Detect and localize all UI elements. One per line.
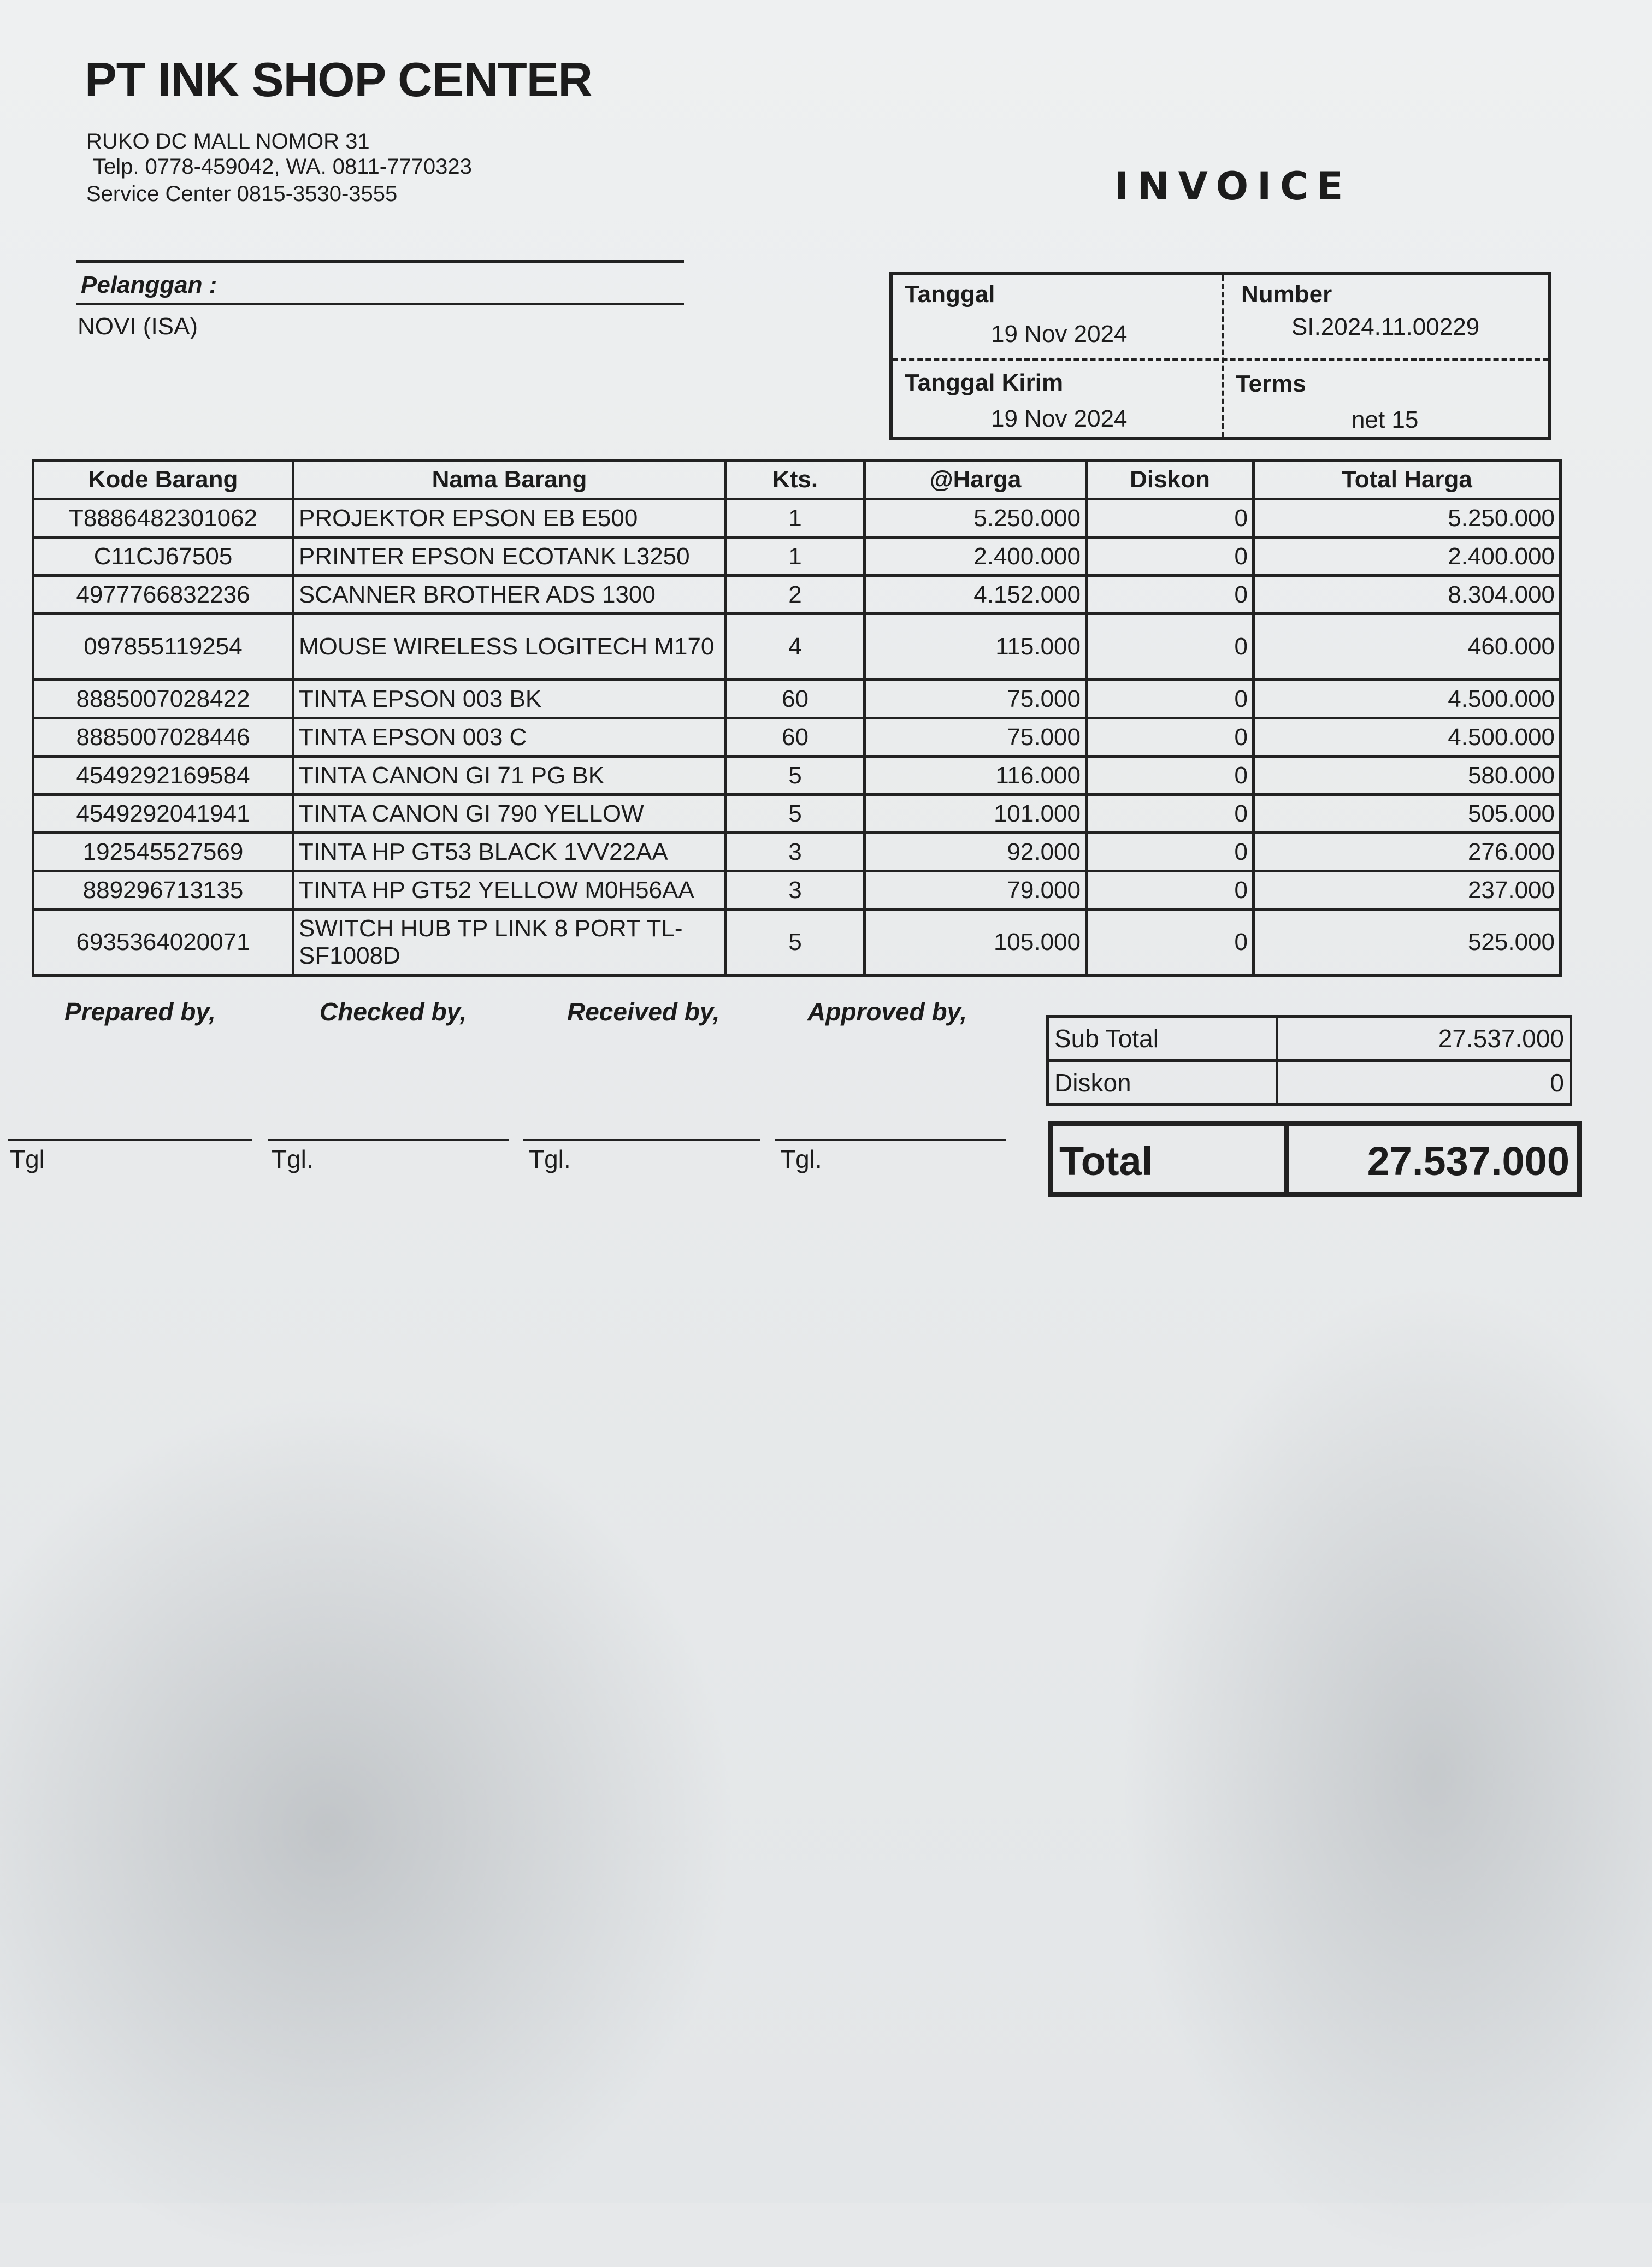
- cell-kts: 3: [726, 833, 865, 871]
- terms-label: Terms: [1236, 370, 1306, 397]
- table-row: [33, 833, 1561, 871]
- cell-kode: C11CJ67505: [33, 538, 293, 576]
- tanggal-kirim-value: 19 Nov 2024: [991, 405, 1128, 432]
- cell-total: 525.000: [1254, 910, 1561, 976]
- cell-harga: 105.000: [865, 910, 1087, 976]
- cell-diskon: 0: [1087, 680, 1254, 718]
- cell-diskon: 0: [1087, 757, 1254, 795]
- table-row: [33, 538, 1561, 576]
- customer-name: NOVI (ISA): [78, 313, 198, 340]
- prepared-signature-line: [8, 1139, 252, 1141]
- company-phone: Telp. 0778-459042, WA. 0811-7770323: [93, 155, 472, 179]
- table-row: [33, 871, 1561, 910]
- table-row: [33, 576, 1561, 614]
- received-date-label: Tgl.: [529, 1145, 571, 1173]
- company-service: Service Center 0815-3530-3555: [86, 182, 398, 206]
- table-header-row: [33, 461, 1561, 499]
- cell-harga: 115.000: [865, 614, 1087, 680]
- cell-kts: 60: [726, 680, 865, 718]
- cell-kts: 1: [726, 538, 865, 576]
- cell-harga: 2.400.000: [865, 538, 1087, 576]
- photo-shadow-left: [0, 1393, 738, 2267]
- cell-kts: 3: [726, 871, 865, 910]
- cell-total: 237.000: [1254, 871, 1561, 910]
- meta-horizontal-divider: [893, 358, 1548, 361]
- cell-harga: 75.000: [865, 680, 1087, 718]
- cell-kts: 2: [726, 576, 865, 614]
- table-row: [33, 499, 1561, 538]
- tanggal-kirim-label: Tanggal Kirim: [905, 369, 1064, 396]
- prepared-by-label: Prepared by,: [64, 997, 216, 1026]
- cell-harga: 75.000: [865, 718, 1087, 757]
- customer-label: Pelanggan :: [81, 271, 217, 298]
- cell-kode: 889296713135: [33, 871, 293, 910]
- cell-diskon: 0: [1087, 833, 1254, 871]
- prepared-date-label: Tgl: [10, 1145, 45, 1173]
- cell-total: 276.000: [1254, 833, 1561, 871]
- cell-nama: PRINTER EPSON ECOTANK L3250: [293, 538, 726, 576]
- invoice-title: INVOICE: [1114, 164, 1352, 209]
- received-signature-line: [523, 1139, 760, 1141]
- cell-kode: 4977766832236: [33, 576, 293, 614]
- cell-nama: SCANNER BROTHER ADS 1300: [293, 576, 726, 614]
- summary-diskon-row: [1048, 1061, 1571, 1105]
- cell-total: 4.500.000: [1254, 718, 1561, 757]
- cell-kts: 60: [726, 718, 865, 757]
- cell-diskon: 0: [1087, 614, 1254, 680]
- cell-diskon: 0: [1087, 718, 1254, 757]
- cell-diskon: 0: [1087, 499, 1254, 538]
- header-total-harga: Total Harga: [1254, 461, 1561, 499]
- cell-kode: T8886482301062: [33, 499, 293, 538]
- cell-total: 2.400.000: [1254, 538, 1561, 576]
- cell-nama: TINTA HP GT53 BLACK 1VV22AA: [293, 833, 726, 871]
- cell-harga: 92.000: [865, 833, 1087, 871]
- cell-nama: TINTA CANON GI 790 YELLOW: [293, 795, 726, 833]
- approved-by-label: Approved by,: [807, 997, 967, 1026]
- cell-total: 505.000: [1254, 795, 1561, 833]
- cell-kts: 5: [726, 757, 865, 795]
- invoice-meta-box: [889, 272, 1551, 440]
- cell-kts: 4: [726, 614, 865, 680]
- items-table: [32, 459, 1562, 977]
- cell-total: 460.000: [1254, 614, 1561, 680]
- company-name: PT INK SHOP CENTER: [85, 52, 592, 107]
- grand-total-divider: [1284, 1126, 1289, 1192]
- cell-total: 580.000: [1254, 757, 1561, 795]
- cell-kts: 1: [726, 499, 865, 538]
- cell-nama: PROJEKTOR EPSON EB E500: [293, 499, 726, 538]
- customer-top-rule: [76, 260, 684, 263]
- company-address: RUKO DC MALL NOMOR 31: [86, 129, 370, 154]
- approved-signature-line: [775, 1139, 1006, 1141]
- tanggal-value: 19 Nov 2024: [991, 321, 1128, 347]
- photo-shadow-right: [1120, 1284, 1652, 2267]
- cell-nama: TINTA CANON GI 71 PG BK: [293, 757, 726, 795]
- cell-harga: 4.152.000: [865, 576, 1087, 614]
- cell-diskon: 0: [1087, 871, 1254, 910]
- cell-kode: 4549292169584: [33, 757, 293, 795]
- table-row: [33, 614, 1561, 680]
- customer-bottom-rule: [76, 303, 684, 305]
- cell-kts: 5: [726, 795, 865, 833]
- table-row: [33, 757, 1561, 795]
- table-row: [33, 795, 1561, 833]
- table-row: [33, 680, 1561, 718]
- cell-kts: 5: [726, 910, 865, 976]
- summary-diskon-value: 0: [1277, 1061, 1571, 1105]
- subtotal-row: [1048, 1017, 1571, 1061]
- cell-diskon: 0: [1087, 538, 1254, 576]
- checked-by-label: Checked by,: [320, 997, 467, 1026]
- number-value: SI.2024.11.00229: [1291, 314, 1480, 340]
- table-row: [33, 910, 1561, 976]
- grand-total-value: 27.537.000: [1367, 1138, 1570, 1184]
- header-kts: Kts.: [726, 461, 865, 499]
- cell-nama: TINTA EPSON 003 C: [293, 718, 726, 757]
- cell-diskon: 0: [1087, 576, 1254, 614]
- cell-total: 4.500.000: [1254, 680, 1561, 718]
- cell-nama: TINTA EPSON 003 BK: [293, 680, 726, 718]
- table-row: [33, 718, 1561, 757]
- cell-nama: TINTA HP GT52 YELLOW M0H56AA: [293, 871, 726, 910]
- approved-date-label: Tgl.: [780, 1145, 822, 1173]
- header-kode-barang: Kode Barang: [33, 461, 293, 499]
- subtotal-label: Sub Total: [1048, 1017, 1277, 1061]
- cell-harga: 5.250.000: [865, 499, 1087, 538]
- header-nama-barang: Nama Barang: [293, 461, 726, 499]
- received-by-label: Received by,: [567, 997, 720, 1026]
- summary-diskon-label: Diskon: [1048, 1061, 1277, 1105]
- cell-kode: 192545527569: [33, 833, 293, 871]
- cell-kode: 8885007028446: [33, 718, 293, 757]
- meta-vertical-divider: [1222, 275, 1224, 437]
- cell-nama: MOUSE WIRELESS LOGITECH M170: [293, 614, 726, 680]
- cell-total: 8.304.000: [1254, 576, 1561, 614]
- cell-kode: 097855119254: [33, 614, 293, 680]
- summary-table: [1046, 1015, 1572, 1106]
- subtotal-value: 27.537.000: [1277, 1017, 1571, 1061]
- header-diskon: Diskon: [1087, 461, 1254, 499]
- cell-harga: 116.000: [865, 757, 1087, 795]
- grand-total-label: Total: [1059, 1138, 1153, 1184]
- cell-diskon: 0: [1087, 795, 1254, 833]
- cell-total: 5.250.000: [1254, 499, 1561, 538]
- cell-kode: 8885007028422: [33, 680, 293, 718]
- cell-kode: 6935364020071: [33, 910, 293, 976]
- number-label: Number: [1241, 281, 1332, 308]
- checked-date-label: Tgl.: [272, 1145, 314, 1173]
- grand-total-box: [1048, 1121, 1582, 1197]
- cell-harga: 101.000: [865, 795, 1087, 833]
- cell-diskon: 0: [1087, 910, 1254, 976]
- tanggal-label: Tanggal: [905, 281, 995, 308]
- cell-harga: 79.000: [865, 871, 1087, 910]
- header-harga: @Harga: [865, 461, 1087, 499]
- cell-nama: SWITCH HUB TP LINK 8 PORT TL-SF1008D: [293, 910, 726, 976]
- terms-value: net 15: [1352, 406, 1419, 433]
- checked-signature-line: [268, 1139, 509, 1141]
- cell-kode: 4549292041941: [33, 795, 293, 833]
